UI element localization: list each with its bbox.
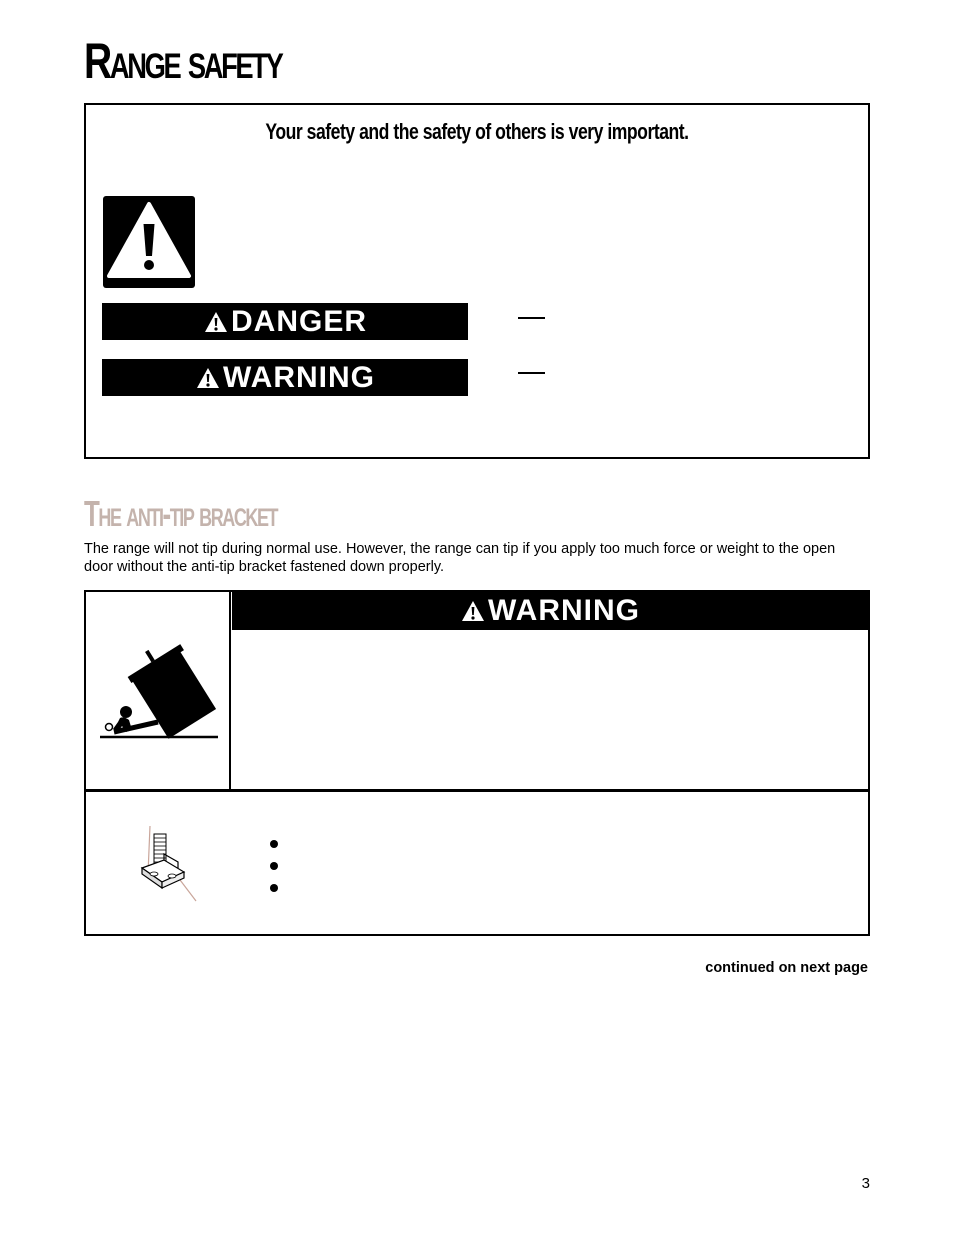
tip-warning-label: WARNING [488, 594, 640, 627]
safety-heading: Your safety and the safety of others is very important. [265, 119, 689, 144]
warning-label: WARNING [223, 360, 375, 394]
safety-alert-symbol-icon [103, 196, 195, 288]
intro-paragraph: The range will not tip during normal use. However, the range can tip if you apply too much force or weight to the open door without the anti-tip bracket fastened down properly. [84, 541, 836, 575]
danger-label: DANGER [230, 304, 367, 338]
tip-warning-signal-word [232, 592, 868, 630]
anti-tip-bracket-icon [134, 824, 204, 904]
underline-rule [518, 372, 545, 374]
list-bullet [270, 862, 278, 870]
page-title: Range safety [84, 33, 282, 89]
safety-message-box [84, 103, 870, 459]
anti-tip-warning-box [84, 590, 870, 936]
tip-illustration-cell [86, 592, 231, 789]
alert-triangle-icon [460, 599, 486, 623]
tipping-range-icon [96, 642, 221, 742]
underline-rule [518, 317, 545, 319]
warning-signal-word [102, 359, 468, 396]
continued-note: continued on next page [705, 960, 868, 976]
alert-triangle-icon [195, 366, 221, 390]
page-number: 3 [861, 1175, 870, 1192]
list-bullet [270, 884, 278, 892]
alert-triangle-icon [203, 310, 229, 334]
list-bullet [270, 840, 278, 848]
divider [86, 789, 868, 792]
danger-signal-word [102, 303, 468, 340]
section-heading: The anti-tip bracket [84, 493, 278, 534]
